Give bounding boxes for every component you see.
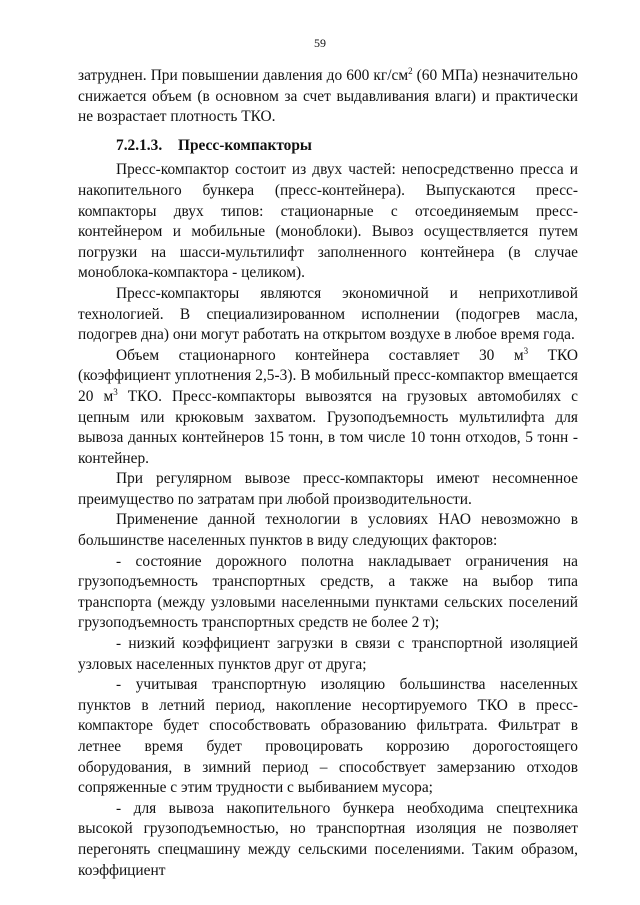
paragraph-4: При регулярном вывозе пресс-компакторы имеют несомненное преимущество по затратам при любой производительности. (78, 470, 578, 508)
page-body (78, 66, 578, 881)
section-number: 7.2.1.3. (116, 136, 163, 154)
superscript-square: 2 (408, 66, 413, 76)
list-item-filtrate: - учитывая транспортную изоляцию большинства населенных пунктов в летний период, накопление несортируемого ТКО в пресс-компакторе будет способствовать образованию фильтрата. Фильтрат в летнее время будет провоцировать коррозию дорогостоящего оборудования, в зимний период – способствует замерзанию отходов сопряженные с этим трудности с выбиванием мусора; (78, 676, 578, 797)
paragraph-1: Пресс-компактор состоит из двух частей: непосредственно пресса и накопительного бункера (пресс-контейнера). Выпускаются пресс-компакторы двух типов: стационарные с отсоединяемым пресс-контейнером и мобильные (моноблоки). Вывоз осуществляется путем погрузки на шасси-мультилифт заполненного контейнера (в случае моноблока-компактора - целиком). (78, 161, 578, 282)
paragraph-3 (78, 346, 578, 470)
superscript-cubic-1: 3 (523, 345, 529, 356)
list-item-special-vehicles: - для вывоза накопительного бункера необходима спецтехника высокой грузоподъемностью, но транспортная изоляция не позволяет перегонять спецмашину между сельскими поселениями. Таким образом, коэффициент (78, 799, 578, 879)
superscript-cubic-2: 3 (113, 386, 118, 397)
paragraph-2: Пресс-компакторы являются экономичной и неприхотливой технологией. В специализированном исполнении (подогрев масла, подогрев дна) они могут работать на открытом воздухе в любое время года. (78, 284, 578, 344)
paragraph-3-text-a: Объем стационарного контейнера составляет 30 м (116, 346, 524, 364)
paragraph-5: Применение данной технологии в условиях НАО невозможно в большинстве населенных пунктов в виду следующих факторов: (78, 511, 578, 550)
paragraph-intro-text-b: (60 МПа) незначительно снижается объем (в основном за счет выдавливания влаги) и практически не возрастает плотность ТКО. (78, 67, 578, 126)
page-number: 59 (314, 36, 326, 50)
paragraph-intro-text-a: затруднен. При повышении давления до 600 кг/см (78, 67, 409, 84)
list-item-road-condition: - состояние дорожного полотна накладывает ограничения на грузоподъемность транспортных средств, а также на выбор типа транспорта (между узловыми населенными пунктами сельских поселений грузоподъемность транспортных средств не более 2 т); (78, 552, 578, 632)
paragraph-intro (78, 66, 578, 128)
list-item-load-factor: - низкий коэффициент загрузки в связи с транспортной изоляцией узловых населенных пунктов друг от друга; (78, 635, 578, 673)
section-heading (78, 136, 578, 157)
section-title: Пресс-компакторы (178, 136, 312, 154)
paragraph-3-text-b: ТКО (коэффициент уплотнения 2,5-3). В мобильный пресс-компактор вмещается 20 м (78, 346, 578, 405)
paragraph-3-text-c: ТКО. Пресс-компакторы вывозятся на грузовых автомобилях с цепным или крюковым захватом. Грузоподъемность мультилифта для вывоза данных контейнеров 15 тонн, в том числе 10 тонн отходов, 5 тонн - контейнер. (78, 387, 578, 467)
